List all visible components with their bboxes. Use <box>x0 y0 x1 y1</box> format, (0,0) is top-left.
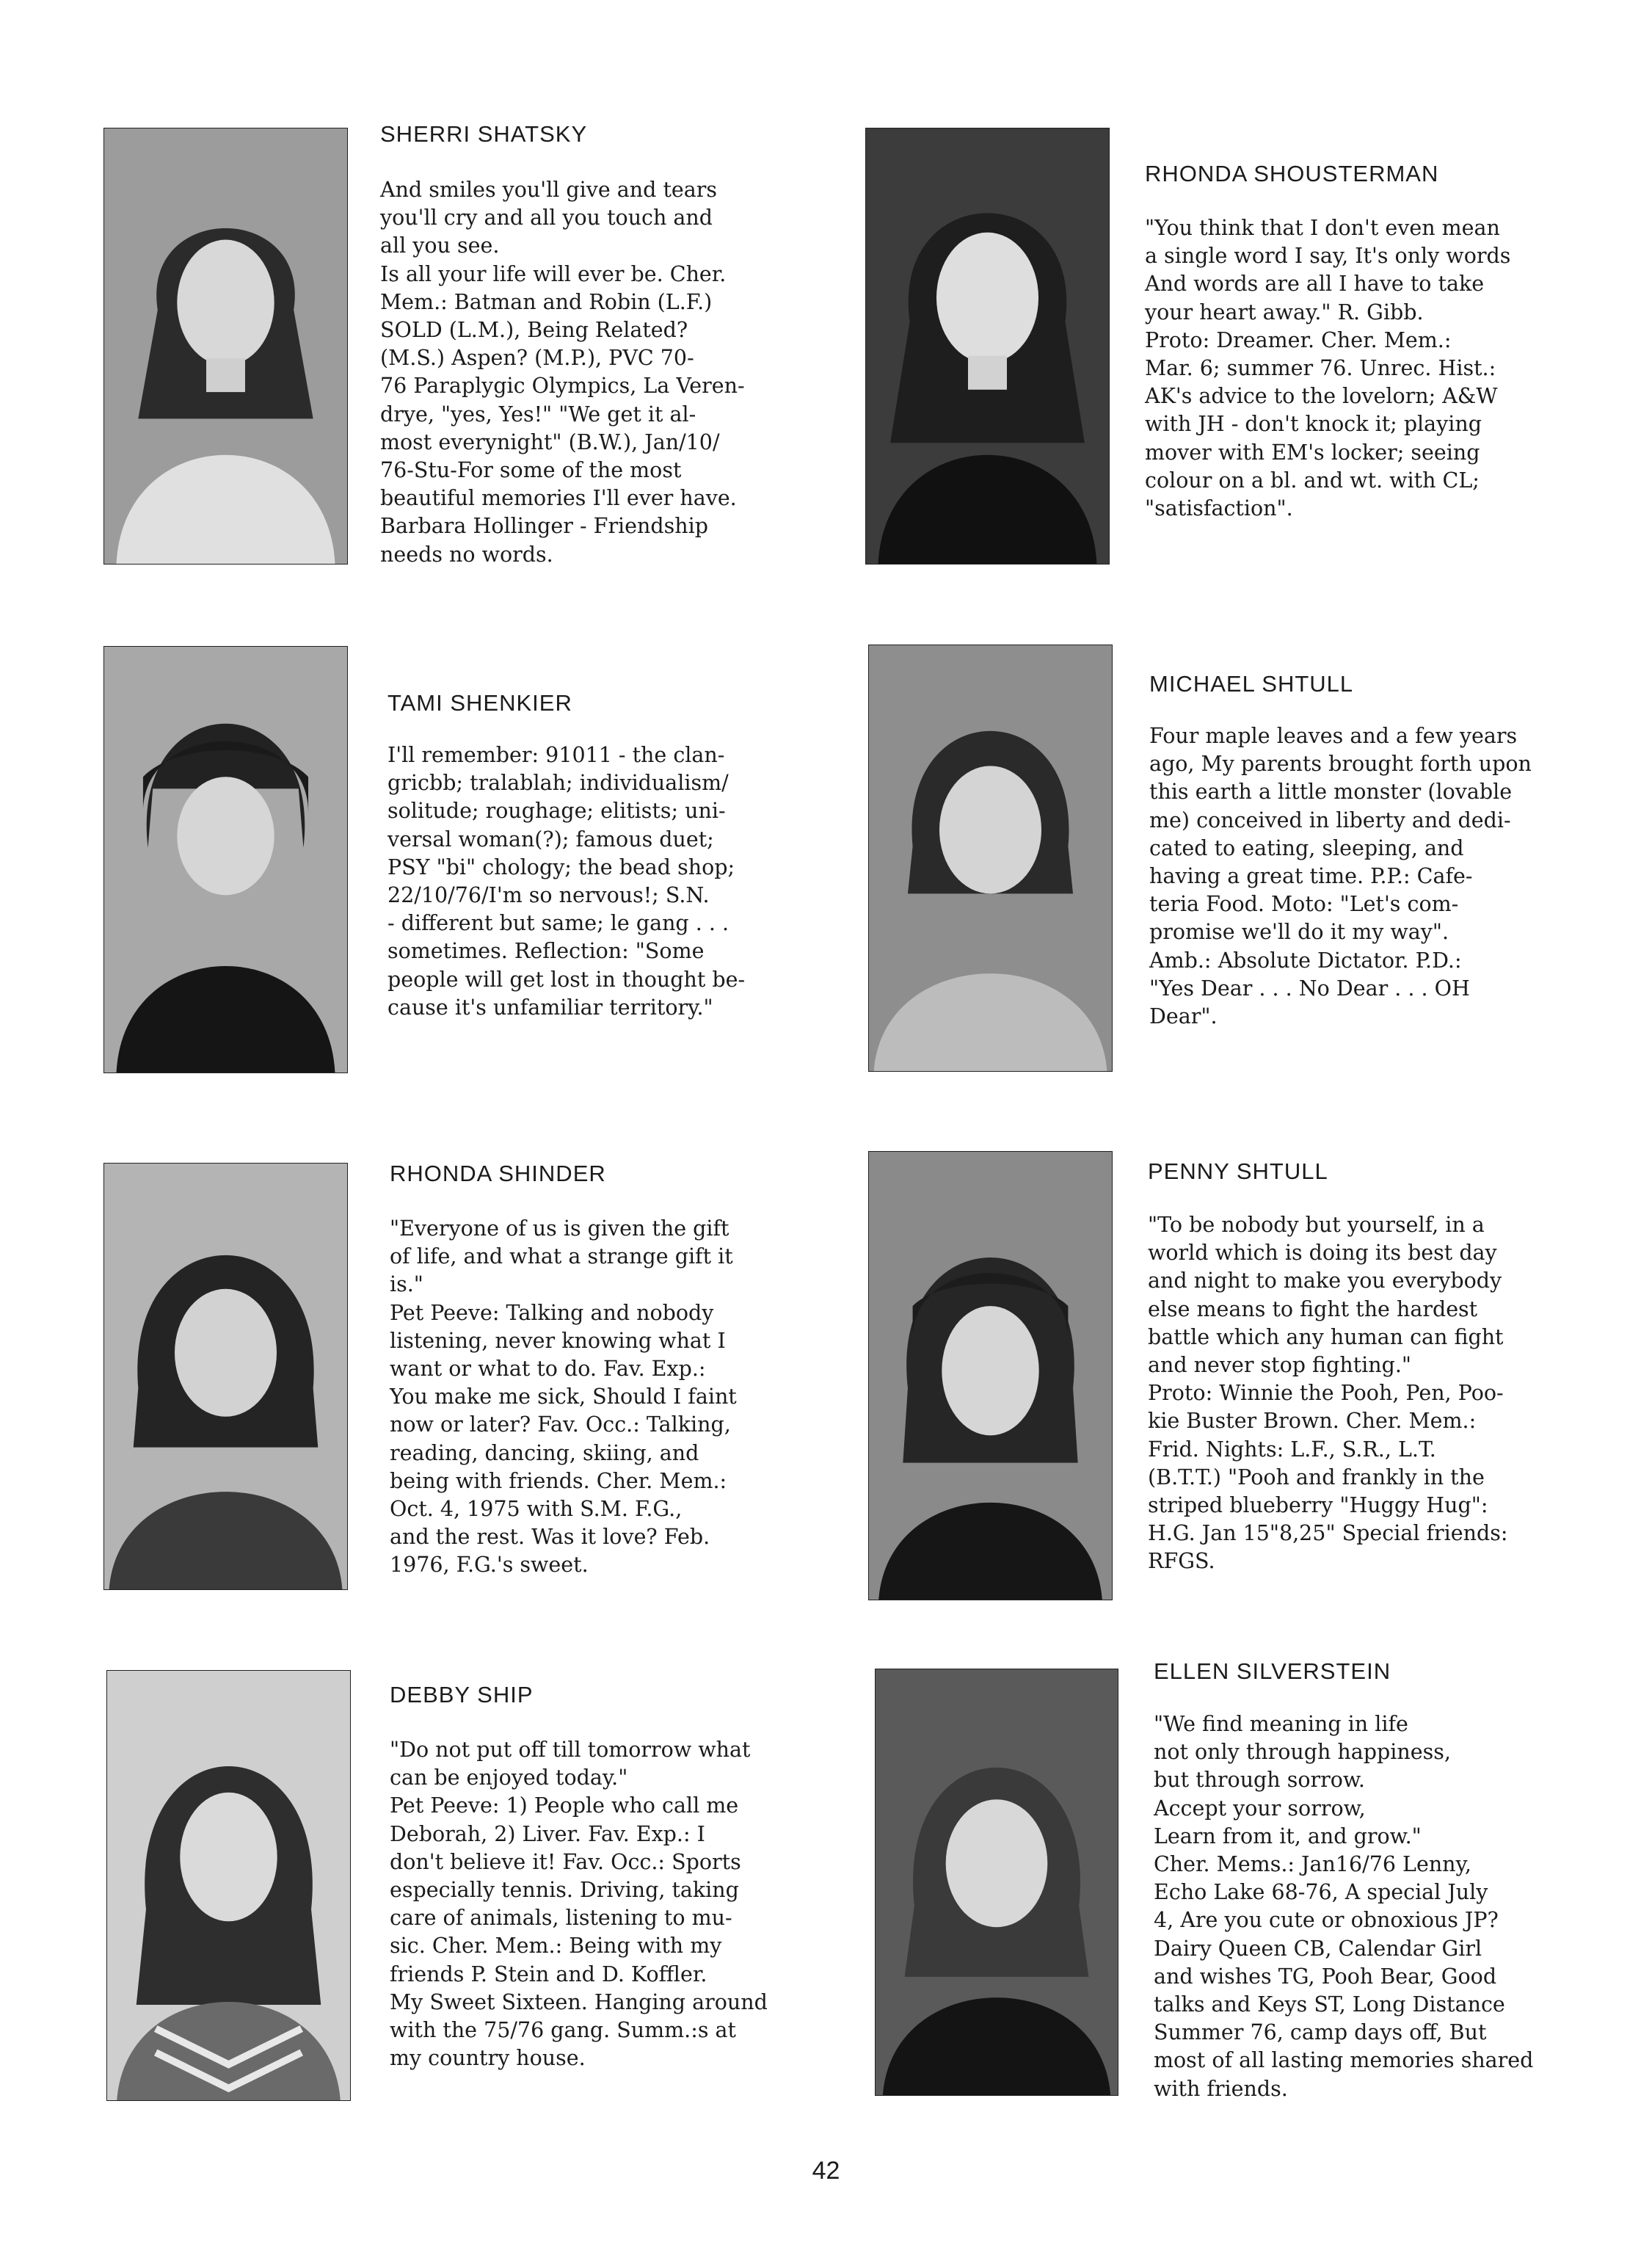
portrait-photo <box>106 1670 351 2101</box>
student-bio: I'll remember: 91011 - the clan- gricbb; tralablah; individualism/ solitude; roughage; elitists; uni- versal woman(?); famous duet; PSY "bi" chology; the bead shop; 22/10/76/I'm so nervous!; S.N. - different but same; le gang . . . sometimes. Reflection: "Some people will get lost in thought be- cause it's unfamiliar territory." <box>387 743 746 1020</box>
student-name: TAMI SHENKIER <box>387 690 572 716</box>
student-name: MICHAEL SHTULL <box>1149 671 1354 697</box>
portrait-photo <box>868 1151 1113 1600</box>
page-number: 42 <box>812 2157 840 2185</box>
student-name: RHONDA SHOUSTERMAN <box>1145 161 1439 186</box>
student-bio: And smiles you'll give and tears you'll cry and all you touch and all you see. Is all your life will ever be. Cher. Mem.: Batman and Robin (L.F.) SOLD (L.M.), Being Related? (M.S.) Aspen? (M.P.), PVC 70- 76 Paraplygic Olympics, La Veren- drye, "yes, Yes!" "We get it al- most everynight" (B.W.), Jan/10/ 76-Stu-For some of the most beautiful memories I'll ever have. Barbara Hollinger - Friendship needs no words. <box>380 178 745 567</box>
student-bio: "We find meaning in life not only through happiness, but through sorrow. Accept your sorrow, Learn from it, and grow." Cher. Mems.: Jan16/76 Lenny, Echo Lake 68-76, A special July 4, Are you cute or obnoxious JP? Dairy Queen CB, Calendar Girl and wishes TG, Pooh Bear, Good talks and Keys ST, Long Distance Summer 76, camp days off, But most of all lasting memories shared with friends. <box>1154 1712 1534 2101</box>
portrait-photo <box>865 128 1110 565</box>
student-name: DEBBY SHIP <box>390 1682 534 1707</box>
portrait-photo <box>868 645 1113 1072</box>
portrait-photo <box>103 1163 348 1590</box>
student-name: PENNY SHTULL <box>1148 1158 1328 1184</box>
student-name: ELLEN SILVERSTEIN <box>1154 1658 1391 1684</box>
portrait-photo <box>103 646 348 1073</box>
portrait-photo <box>875 1669 1118 2096</box>
student-bio: "Everyone of us is given the gift of life, and what a strange gift it is." Pet Peeve: Talking and nobody listening, never knowing what I want or what to do. Fav. Exp.: You make me sick, Should I faint now or later? Fav. Occ.: Talking, reading, dancing, skiing, and being with friends. Cher. Mem.: Oct. 4, 1975 with S.M. F.G., and the rest. Was it love? Feb. 1976, F.G.'s sweet. <box>390 1216 737 1578</box>
student-bio: Four maple leaves and a few years ago, My parents brought forth upon this earth a little monster (lovable me) conceived in liberty and dedi- cated to eating, sleeping, and having a great time. P.P.: Cafe- teria Food. Moto: "Let's com- promise we'll do it my way". Amb.: Absolute Dictator. P.D.: "Yes Dear . . . No Dear . . . OH Dear". <box>1149 724 1532 1029</box>
student-name: SHERRI SHATSKY <box>380 121 588 147</box>
student-bio: "Do not put off till tomorrow what can be enjoyed today." Pet Peeve: 1) People who call me Deborah, 2) Liver. Fav. Exp.: I don't believe it! Fav. Occ.: Sports especially tennis. Driving, taking care of animals, listening to mu- sic. Cher. Mem.: Being with my friends P. Stein and D. Koffler. My Sweet Sixteen. Hanging around with the 75/76 gang. Summ.:s at my country house. <box>390 1738 768 2071</box>
portrait-photo <box>103 128 348 565</box>
student-name: RHONDA SHINDER <box>390 1161 606 1186</box>
student-bio: "To be nobody but yourself, in a world which is doing its best day and night to make you everybody else means to fight the hardest battle which any human can fight and never stop fighting." Proto: Winnie the Pooh, Pen, Poo- kie Buster Brown. Cher. Mem.: Frid. Nights: L.F., S.R., L.T. (B.T.T.) "Pooh and frankly in the striped blueberry "Huggy Hug": H.G. Jan 15"8,25" Special friends: RFGS. <box>1148 1213 1508 1574</box>
student-bio: "You think that I don't even mean a single word I say, It's only words And words are all I have to take your heart away." R. Gibb. Proto: Dreamer. Cher. Mem.: Mar. 6; summer 76. Unrec. Hist.: AK's advice to the lovelorn; A&W with JH - don't knock it; playing mover with EM's locker; seeing colour on a bl. and wt. with CL; "satisfaction". <box>1145 216 1511 521</box>
